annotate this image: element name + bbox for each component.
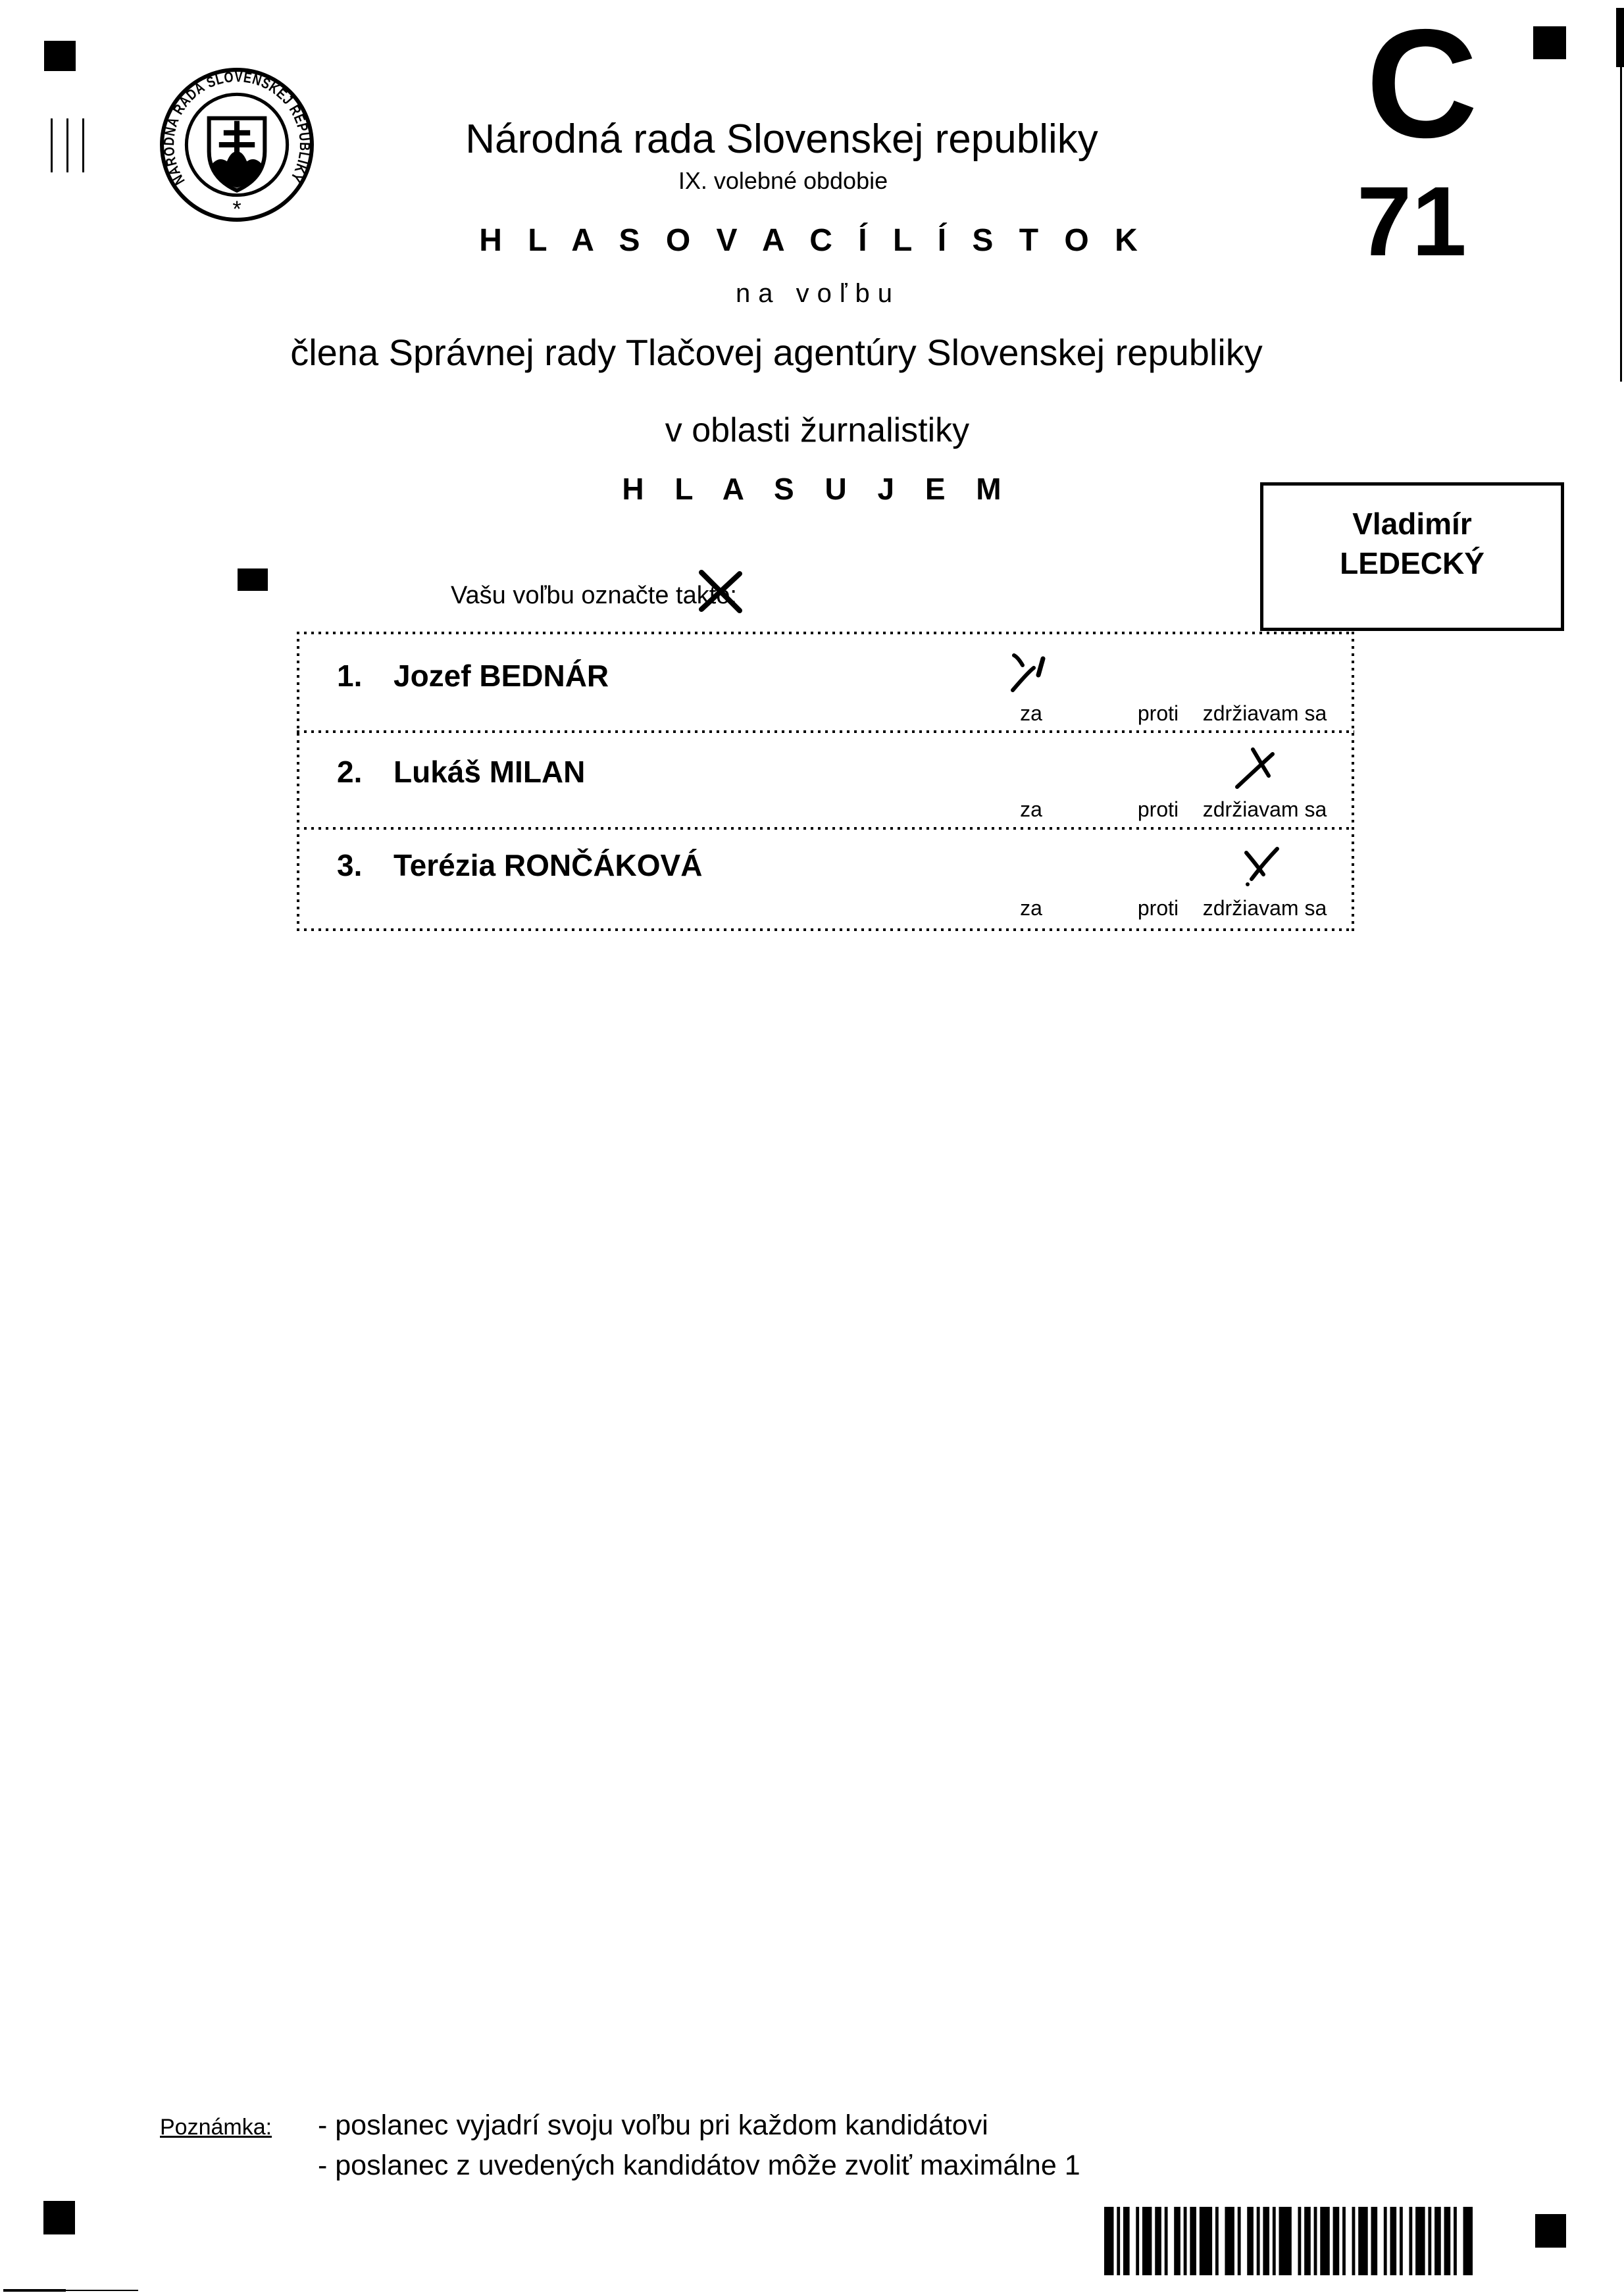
candidate-3-vote-mark [1237,842,1288,894]
note-label: Poznámka: [160,2115,272,2140]
table-row-separator-1 [297,730,1354,733]
org-title: Národná rada Slovenskej republiky [465,116,1098,162]
voter-name-box [1260,482,1564,631]
calibration-bar-1 [51,118,53,172]
seal-star: * [232,196,241,222]
candidate-1-option-zdrziavam: zdržiavam sa [1202,701,1327,725]
registration-mark-bottom-right [1535,2214,1566,2248]
scan-artifact-right-edge-top [1616,8,1624,67]
note-line-1: - poslanec vyjadrí svoju voľbu pri každom kandidátovi [318,2109,988,2141]
candidate-2-vote-mark [1231,744,1282,795]
seal-circular-text: NÁRODNÁ RADA SLOVENSKEJ REPUBLIKY [160,68,314,188]
notes-block [318,2106,1080,2186]
candidate-2-number: 2. [337,755,363,789]
candidate-3-option-za: za [1020,896,1042,920]
scan-artifact-bottom-left-1 [3,2289,66,2292]
ballot-title: H L A S O V A C Í L Í S T O K [479,223,1146,258]
note-line-2: - poslanec z uvedených kandidátov môže zvoliť maximálne 1 [318,2150,1080,2181]
candidate-3-option-zdrziavam: zdržiavam sa [1202,896,1327,920]
marking-instruction: Vašu voľbu označte takto: [451,582,737,609]
candidate-2-name: Lukáš MILAN [393,755,586,789]
calibration-bar-3 [82,118,84,172]
vote-heading: H L A S U J E M [622,472,1013,506]
series-letter: C [1366,0,1478,170]
candidate-1-option-za: za [1020,701,1042,725]
table-row-separator-2 [297,827,1354,830]
scan-artifact-right-edge-line [1620,66,1622,382]
registration-mark-mid-left [238,568,268,591]
election-area: v oblasti žurnalistiky [665,411,970,449]
ballot-subtitle: na voľbu [735,279,900,308]
candidate-3-option-proti: proti [1137,896,1179,920]
candidate-2-option-proti: proti [1137,797,1179,821]
candidate-1-name: Jozef BEDNÁR [393,659,609,693]
registration-mark-top-left [44,41,76,71]
table-border-right [1352,632,1354,931]
candidate-2-option-za: za [1020,797,1042,821]
table-border-left [297,632,299,931]
registration-mark-bottom-left [43,2201,75,2234]
candidate-2-option-zdrziavam: zdržiavam sa [1202,797,1327,821]
example-x-mark-icon [695,566,746,617]
candidate-1-vote-mark [1004,649,1052,696]
candidate-1-option-proti: proti [1137,701,1179,725]
barcode [1104,2207,1473,2275]
election-term: IX. volebné obdobie [678,167,888,194]
calibration-bar-2 [66,118,68,172]
candidate-3-number: 3. [337,848,363,882]
candidate-1-number: 1. [337,659,363,693]
voter-first-name: Vladimír [1352,507,1472,541]
candidate-3-name: Terézia RONČÁKOVÁ [393,848,703,882]
table-border-bottom [297,928,1354,931]
voter-last-name: LEDECKÝ [1340,546,1484,580]
election-subject: člena Správnej rady Tlačovej agentúry Slovenskej republiky [290,332,1263,373]
ballot-number: 71 [1357,166,1467,276]
table-border-top [297,632,1354,634]
registration-mark-top-right [1533,26,1566,59]
scan-artifact-bottom-left-2 [66,2290,138,2291]
